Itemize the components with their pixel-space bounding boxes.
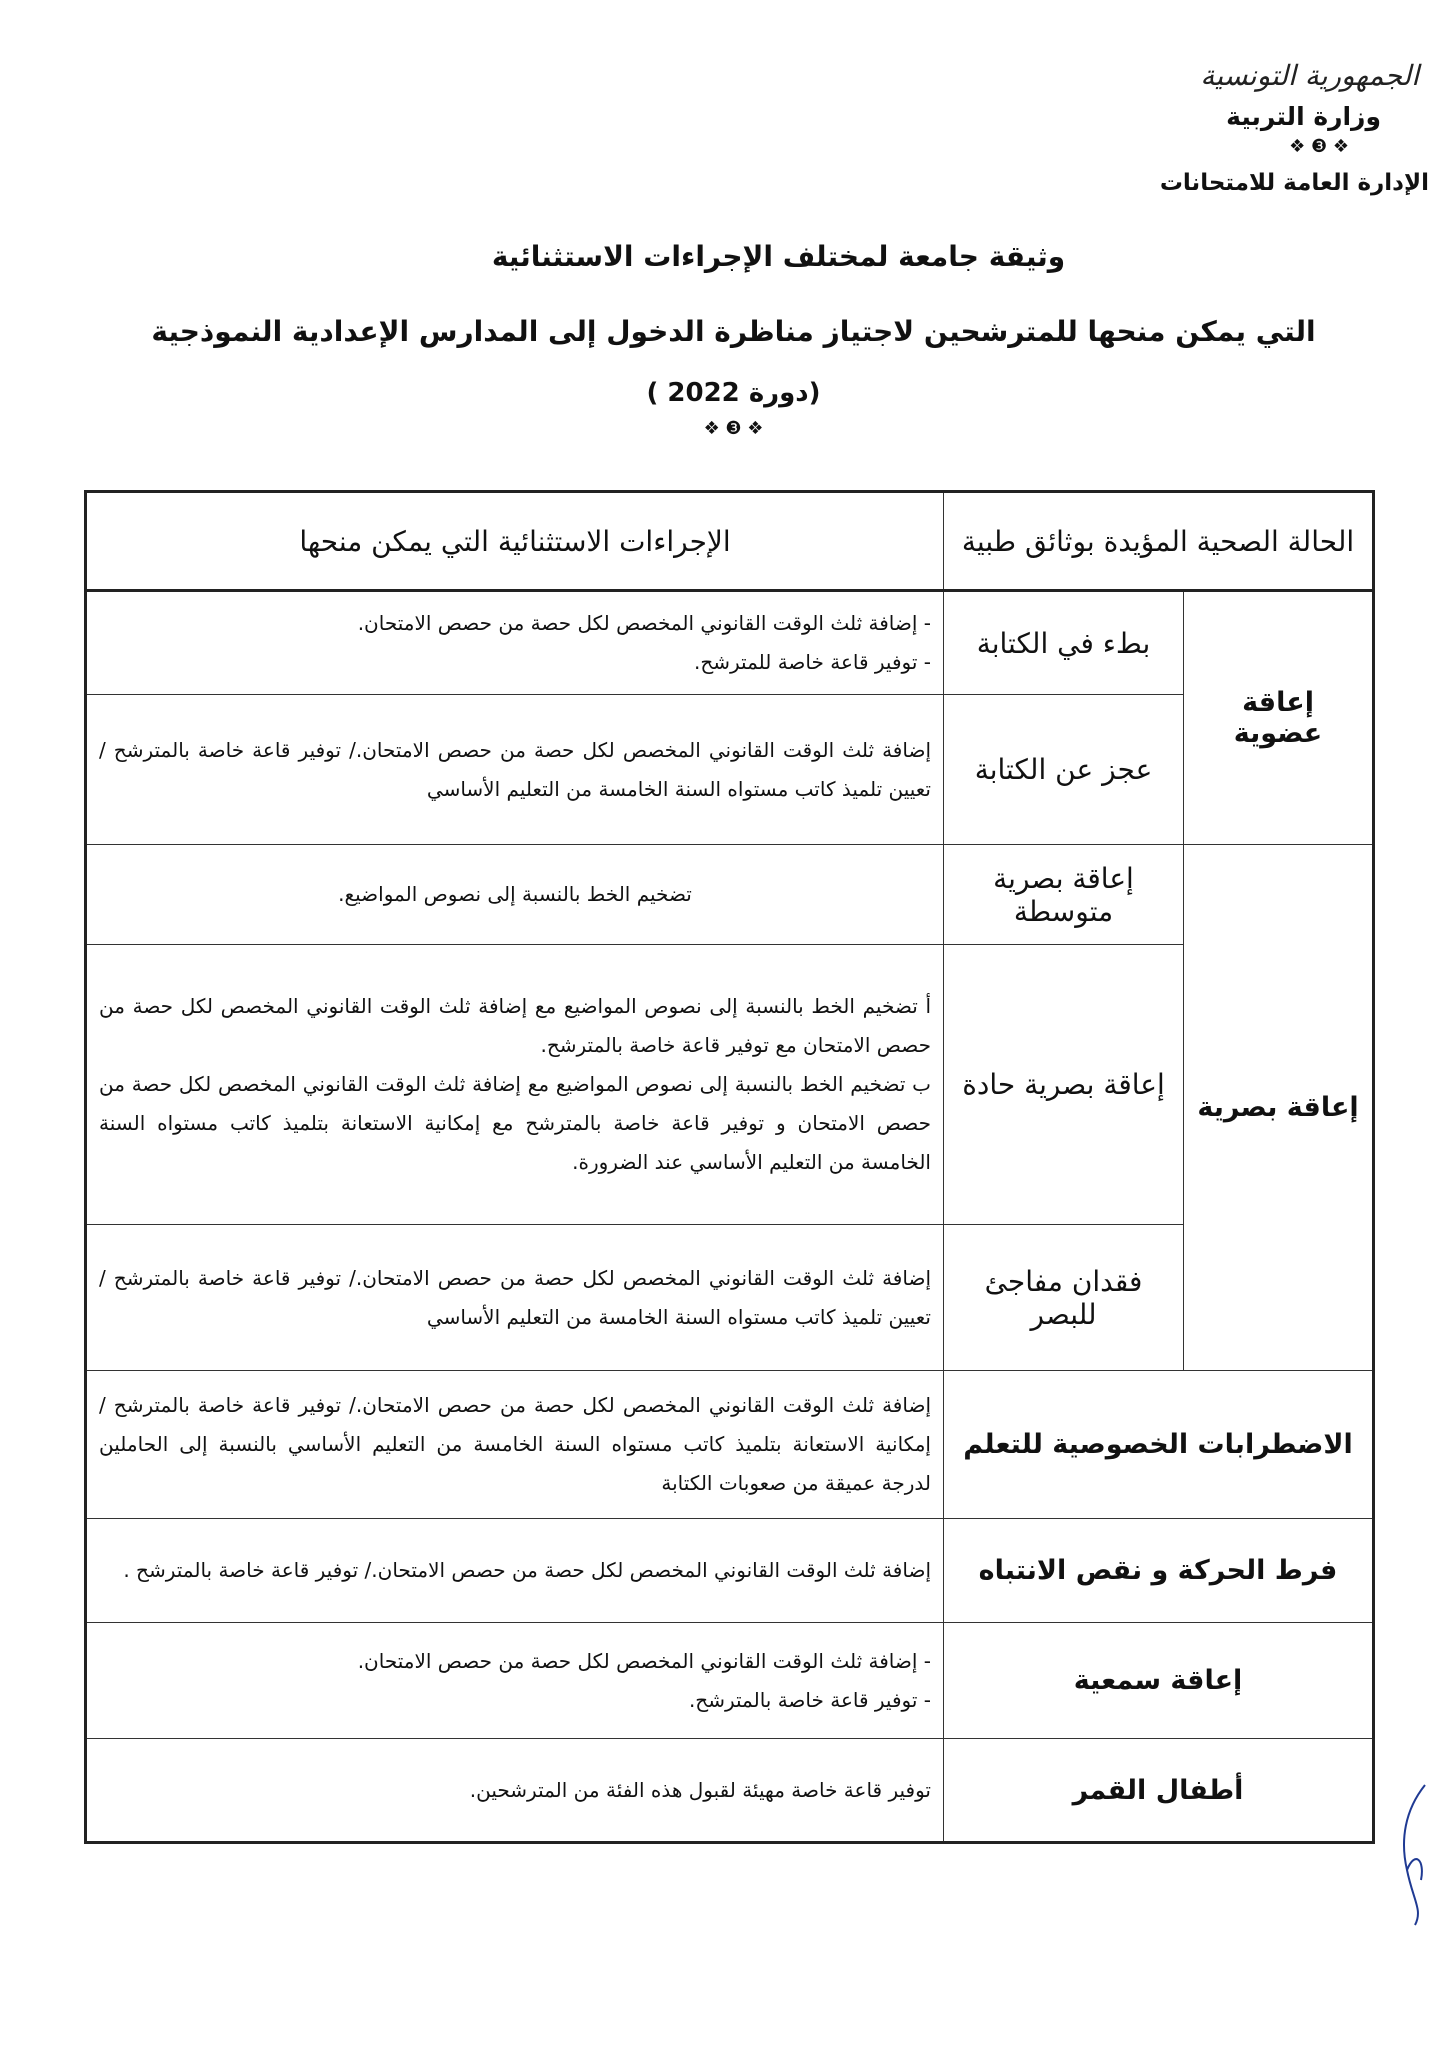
- table-header-row: [86, 492, 1374, 591]
- title-ornament: ❖ ❸ ❖: [703, 418, 764, 439]
- directorate-name: الإدارة العامة للامتحانات: [1159, 169, 1429, 196]
- measure-line: - إضافة ثلث الوقت القانوني المخصص لكل حصة من حصص الامتحان.: [357, 611, 931, 635]
- measure-line: - إضافة ثلث الوقت القانوني المخصص لكل حصة من حصص الامتحان.: [357, 1648, 931, 1673]
- measures-cell: إضافة ثلث الوقت القانوني المخصص لكل حصة من حصص الامتحان./ توفير قاعة خاصة بالمترشح / إمكانية الاستعانة بتلميذ كاتب مستواه السنة الخامسة من التعليم الأساسي بالنسبة إلى الحاملين لدرجة عميقة من صعوبات الكتابة: [86, 1371, 944, 1519]
- ministry-name: وزارة التربية: [1226, 102, 1381, 131]
- measure-line: أ تضخيم الخط بالنسبة إلى نصوص المواضيع مع إضافة ثلث الوقت القانوني المخصص لكل حصة من حصص الامتحان مع توفير قاعة خاصة بالمترشح.: [99, 994, 931, 1057]
- table-row: [86, 1519, 1374, 1623]
- document-subtitle: التي يمكن منحها للمترشحين لاجتياز مناظرة الدخول إلى المدارس الإعدادية النموذجية: [151, 315, 1316, 348]
- letterhead: [1069, 58, 1429, 198]
- measure-line: ب تضخيم الخط بالنسبة إلى نصوص المواضيع مع إضافة ثلث الوقت القانوني المخصص لكل حصة من حصص الامتحان و توفير قاعة خاصة بالمترشح مع إمكانية الاستعانة بتلميذ كاتب مستواه السنة الخامسة من التعليم الأساسي عند الضرورة.: [99, 1072, 931, 1174]
- condition-cell: فقدان مفاجئ للبصر: [944, 1225, 1184, 1371]
- table-row: [86, 1371, 1374, 1519]
- republic-name: الجمهورية التونسية: [1200, 59, 1419, 92]
- table-row: [86, 1225, 1374, 1371]
- condition-cell: إعاقة بصرية متوسطة: [944, 845, 1184, 945]
- measures-cell: [86, 591, 944, 695]
- measures-cell: إضافة ثلث الوقت القانوني المخصص لكل حصة من حصص الامتحان./ توفير قاعة خاصة بالمترشح / تعيين تلميذ كاتب مستواه السنة الخامسة من التعليم الأساسي: [86, 1225, 944, 1371]
- measures-cell: [86, 945, 944, 1225]
- measures-cell: إضافة ثلث الوقت القانوني المخصص لكل حصة من حصص الامتحان./ توفير قاعة خاصة بالمترشح / تعيين تلميذ كاتب مستواه السنة الخامسة من التعليم الأساسي: [86, 695, 944, 845]
- measures-cell: توفير قاعة خاصة مهيئة لقبول هذه الفئة من المترشحين.: [86, 1739, 944, 1843]
- category-cell: إعاقة عضوية: [1184, 591, 1374, 845]
- condition-cell: بطء في الكتابة: [944, 591, 1184, 695]
- measure-line: - توفير قاعة خاصة للمترشح.: [693, 650, 931, 674]
- handwritten-mark: [1395, 1780, 1435, 1930]
- measures-cell: [86, 1623, 944, 1739]
- category-cell: أطفال القمر: [944, 1739, 1374, 1843]
- category-cell: إعاقة سمعية: [944, 1623, 1374, 1739]
- document-title-block: [0, 240, 1447, 439]
- table-row: [86, 591, 1374, 695]
- table-row: [86, 845, 1374, 945]
- table-row: [86, 1739, 1374, 1843]
- category-cell: فرط الحركة و نقص الانتباه: [944, 1519, 1374, 1623]
- header-measures: الإجراءات الاستثنائية التي يمكن منحها: [86, 492, 944, 591]
- table-row: [86, 945, 1374, 1225]
- measures-cell: إضافة ثلث الوقت القانوني المخصص لكل حصة من حصص الامتحان./ توفير قاعة خاصة بالمترشح .: [86, 1519, 944, 1623]
- measure-line: - توفير قاعة خاصة بالمترشح.: [688, 1687, 931, 1712]
- measures-cell: تضخيم الخط بالنسبة إلى نصوص المواضيع.: [86, 845, 944, 945]
- measures-table: [84, 490, 1375, 1844]
- condition-cell: عجز عن الكتابة: [944, 695, 1184, 845]
- category-cell: إعاقة بصرية: [1184, 845, 1374, 1371]
- condition-cell: إعاقة بصرية حادة: [944, 945, 1184, 1225]
- header-ornament: ❖ ❸ ❖: [1289, 136, 1349, 158]
- header-condition: الحالة الصحية المؤيدة بوثائق طبية: [944, 492, 1374, 591]
- table-row: [86, 695, 1374, 845]
- document-title: وثيقة جامعة لمختلف الإجراءات الاستثنائية: [491, 240, 1066, 273]
- category-cell: الاضطرابات الخصوصية للتعلم: [944, 1371, 1374, 1519]
- table-row: [86, 1623, 1374, 1739]
- session-label: (دورة 2022 ): [646, 378, 821, 408]
